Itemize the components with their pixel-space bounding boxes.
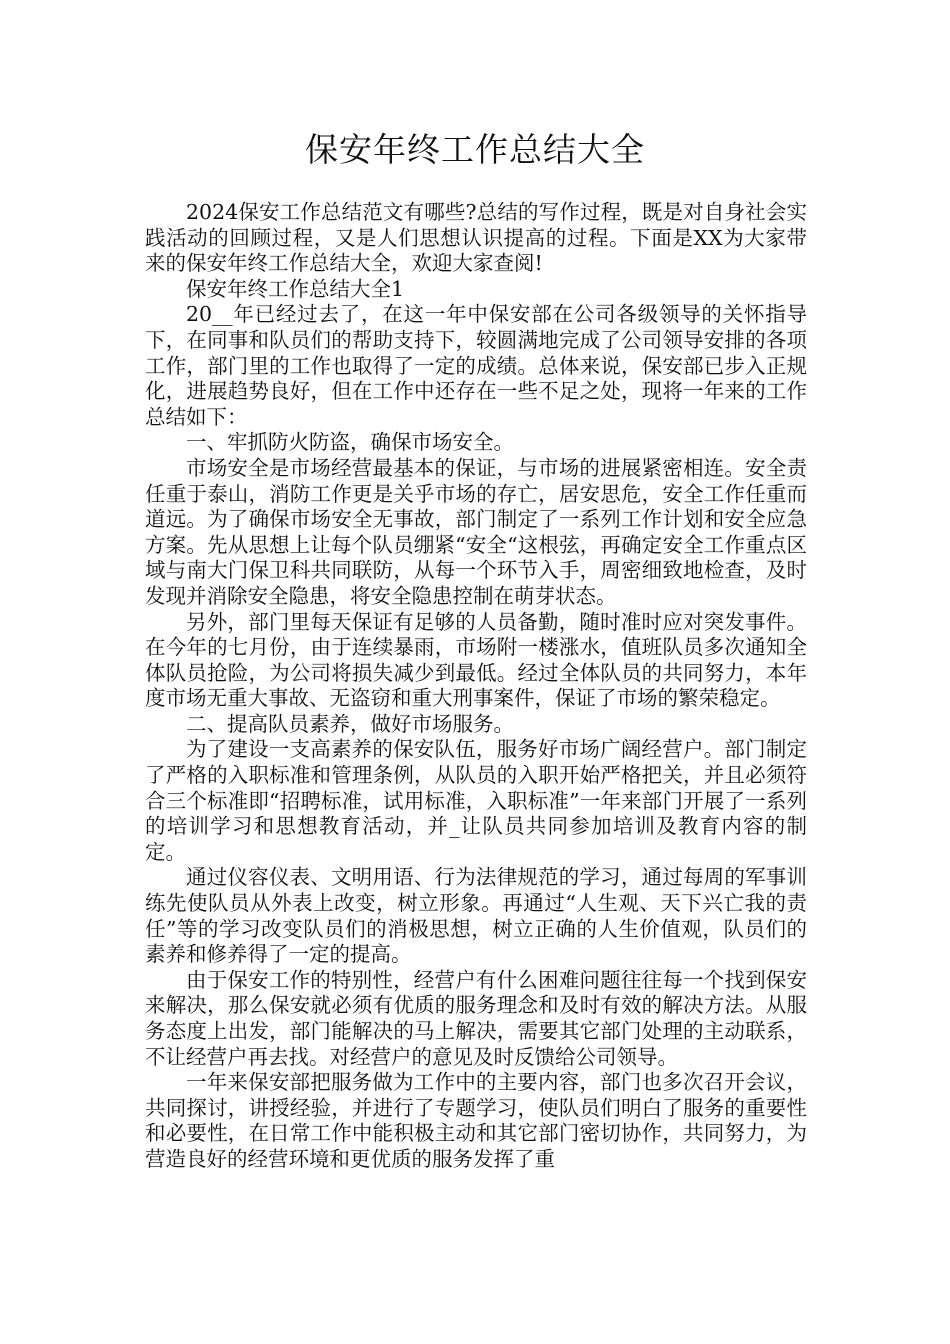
document-body [145, 200, 807, 1173]
body-paragraph: 另外，部门里每天保证有足够的人员备勤，随时准时应对突发事件。在今年的七月份，由于连续暴雨，市场附一楼涨水，值班队员多次通知全体队员抢险，为公司将损失减少到最低。经过全体队员的共同努力，本年度市场无重大事故、无盗窃和重大刑事案件，保证了市场的繁荣稳定。 [145, 609, 807, 711]
body-paragraph: 由于保安工作的特别性，经营户有什么困难问题往往每一个找到保安来解决，那么保安就必须有优质的服务理念和及时有效的解决方法。从服务态度上出发，部门能解决的马上解决，需要其它部门处理的主动联系，不让经营户再去找。对经营户的意见及时反馈给公司领导。 [145, 967, 807, 1069]
body-paragraph: 市场安全是市场经营最基本的保证，与市场的进展紧密相连。安全责任重于泰山，消防工作更是关乎市场的存亡，居安思危，安全工作任重而道远。为了确保市场安全无事故，部门制定了一系列工作计划和安全应急方案。先从思想上让每个队员绷紧“安全“这根弦，再确定安全工作重点区域与南大门保卫科共同联防，从每一个环节入手，周密细致地检查，及时发现并消除安全隐患，将安全隐患控制在萌芽状态。 [145, 455, 807, 608]
body-paragraph: 通过仪容仪表、文明用语、行为法律规范的学习，通过每周的军事训练先使队员从外表上改变，树立形象。再通过“人生观、天下兴亡我的责任”等的学习改变队员们的消极思想，树立正确的人生价值观，队员们的素养和修养得了一定的提高。 [145, 865, 807, 967]
document-title: 保安年终工作总结大全 [305, 130, 645, 169]
body-paragraph: 一年来保安部把服务做为工作中的主要内容，部门也多次召开会议，共同探讨，讲授经验，并进行了专题学习，使队员们明白了服务的重要性和必要性，在日常工作中能积极主动和其它部门密切协作，共同努力，为营造良好的经营环境和更优质的服务发挥了重 [145, 1070, 807, 1171]
subheading: 二、提高队员素养，做好市场服务。 [186, 711, 514, 736]
body-paragraph: 为了建设一支高素养的保安队伍，服务好市场广阔经营户。部门制定了严格的入职标准和管理条例，从队员的入职开始严格把关，并且必须符合三个标准即“招聘标准，试用标准，入职标准”一年来部门开展了一系列的培训学习和思想教育活动，并_让队员共同参加培训及教育内容的制定。 [145, 737, 807, 864]
body-paragraph: 20__年已经过去了，在这一年中保安部在公司各级领导的关怀指导下，在同事和队员们的帮助支持下，较圆满地完成了公司领导安排的各项工作，部门里的工作也取得了一定的成绩。总体来说，保安部已步入正规化，进展趋势良好，但在工作中还存在一些不足之处，现将一年来的工作总结如下： [145, 302, 807, 429]
intro-paragraph: 2024保安工作总结范文有哪些?总结的写作过程，既是对自身社会实践活动的回顾过程，又是人们思想认识提高的过程。下面是XX为大家带来的保安年终工作总结大全，欢迎大家查阅! [145, 200, 807, 276]
section-heading: 保安年终工作总结大全1 [186, 276, 405, 301]
subheading: 一、牢抓防火防盗，确保市场安全。 [186, 430, 514, 455]
